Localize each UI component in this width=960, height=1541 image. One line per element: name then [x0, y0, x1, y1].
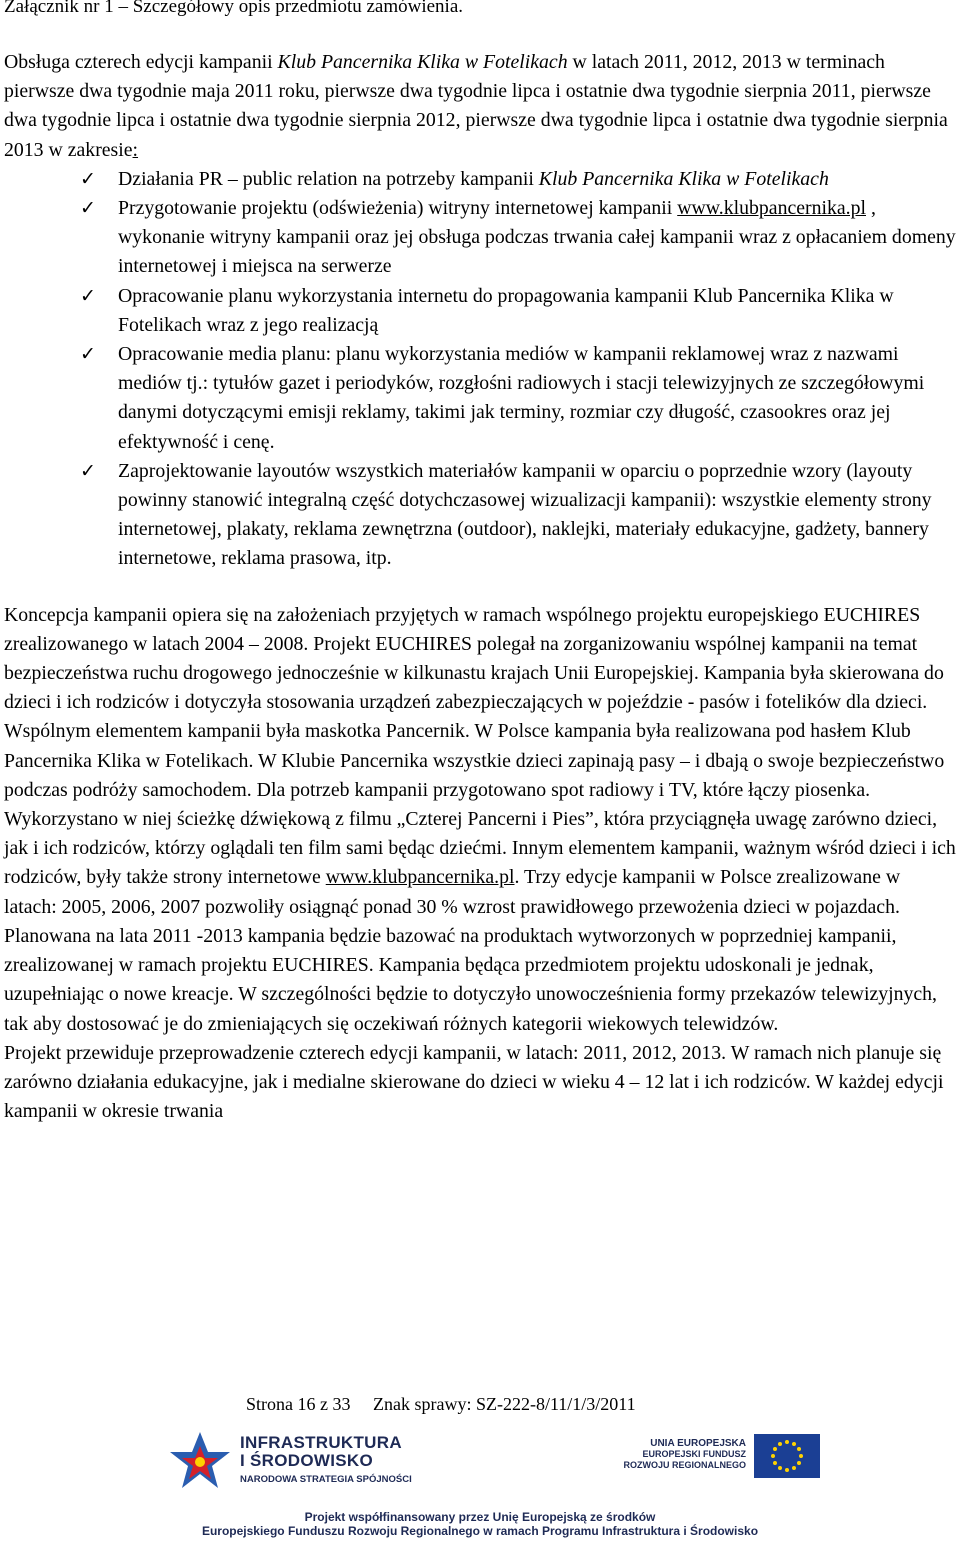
case-number: Znak sprawy: SZ-222-8/11/1/3/2011 — [372, 1394, 636, 1414]
logo-title — [240, 1434, 402, 1470]
page-footer — [246, 1392, 636, 1416]
scope-item-text: Działania PR – public relation na potrzeby kampanii — [118, 167, 539, 190]
document-header: Załącznik nr 1 – Szczegółowy opis przedmiotu zamówienia. — [4, 0, 464, 17]
scope-item-text: Zaprojektowanie layoutów wszystkich materiałów kampanii w oparciu o poprzednie wzory (layouty powinny stanowić integralną część dotychczasowej wizualizacji kampanii): wszystkie elementy strony internetowej, plakaty, reklama zewnętrzna (outdoor), naklejki, materiały edukacyjne, gadżety, bannery internetowe, reklama prasowa, itp. — [118, 459, 932, 570]
eu-line3: ROZWOJU REGIONALNEGO — [623, 1460, 746, 1470]
concept-paragraph — [4, 601, 956, 922]
scope-item-text: Opracowanie media planu: planu wykorzystania mediów w kampanii reklamowej wraz z nazwami mediów tj.: tytułów gazet i periodyków, rozgłośni radiowych i stacji telewizyjnych ze szczegółowymi danymi dotyczącymi emisji reklamy, takimi jak terminy, rozmiar czy długość, czasookres oraz jej efektywność i cenę. — [118, 343, 925, 453]
intro-paragraph — [4, 48, 956, 165]
logo-subtitle: NARODOWA STRATEGIA SPÓJNOŚCI — [240, 1474, 412, 1485]
eu-line1: UNIA EUROPEJSKA — [650, 1438, 746, 1449]
checkmark-icon: ✓ — [80, 344, 96, 366]
checkmark-icon: ✓ — [80, 168, 96, 190]
scope-item — [80, 340, 956, 457]
intro-text-after: w latach 2011, 2012, 2013 w terminach pierwsze dwa tygodnie maja 2011 roku, pierwsze dwa tygodnie lipca i ostatnie dwa tygodnie sierpnia 2011, pierwsze dwa tygodnie lipca i ostatnie dwa tygodnie sierpnia 2012, pierwsze dwa tygodnie lipca i ostatnie dwa tygodnie sierpnia 2013 w zakresie — [4, 51, 948, 161]
logo-band — [150, 1422, 830, 1502]
concept-text-after: . Trzy edycje kampanii w Polsce zrealizowane w latach: 2005, 2006, 2007 pozwoliły osiągnąć ponad 30 % wzrost prawidłowego przewożenia dzieci w pojazdach. — [4, 866, 901, 918]
logo-title-line2: I ŚRODOWISKO — [240, 1451, 373, 1470]
website-link[interactable]: www.klubpancernika.pl — [325, 866, 515, 889]
logo-title-line1: INFRASTRUKTURA — [240, 1433, 402, 1452]
document-body — [4, 48, 956, 1126]
scope-item-italic: Klub Pancernika Klika w Fotelikach — [538, 167, 829, 190]
cofinancing-line1: Projekt współfinansowany przez Unię Europejską ze środków — [304, 1510, 656, 1524]
concept-text: Koncepcja kampanii opiera się na założeniach przyjętych w ramach wspólnego projektu europejskiego EUCHIRES zrealizowanego w latach 2004 – 2008. Projekt EUCHIRES polegał na zorganizowaniu wspólnej kampanii na temat bezpieczeństwa ruchu drogowego jednocześnie w kilkunastu krajach Unii Europejskiej. Kampania była skierowana do dzieci i ich rodziców i dotyczyła stosowania urządzeń zabezpieczających w pojeździe - pasów i fotelików dla dzieci. Wspólnym elementem kampanii była maskotka Pancernik. W Polsce kampania była realizowana pod hasłem Klub Pancernika Klika w Fotelikach. W Klubie Pancernika wszystkie dzieci zapinają pasy – i dbają o swoje bezpieczeństwo podczas podróży samochodem. Dla potrzeb kampanii przygotowano spot radiowy i TV, które łączy piosenka. Wykorzystano w niej ścieżkę dźwiękową z filmu „Czterej Pancerni i Pies”, która przyciągnęła uwagę zarówno dzieci, jak i ich rodziców, którzy oglądali ten film sami będąc dziećmi. Innym elementem kampanii, ważnym wśród dzieci i ich rodziców, były także strony internetowe — [4, 603, 956, 889]
infrastruktura-logo — [168, 1428, 448, 1496]
website-link[interactable]: www.klubpancernika.pl — [677, 197, 866, 220]
scope-item-text: Przygotowanie projektu (odświeżenia) witryny internetowej kampanii — [118, 197, 678, 220]
checkmark-icon: ✓ — [80, 460, 96, 482]
scope-list — [4, 165, 956, 574]
intro-colon: : — [132, 138, 139, 161]
checkmark-icon: ✓ — [80, 198, 96, 220]
project-editions-paragraph: Projekt przewiduje przeprowadzenie czterech edycji kampanii, w latach: 2011, 2012, 2013. W ramach nich planuje się zarówno działania edukacyjne, jak i medialne skierowane do dzieci w wieku 4 – 12 lat i ich rodziców. W każdej edycji kampanii w okresie trwania — [4, 1041, 944, 1123]
eu-logo — [596, 1434, 826, 1490]
eu-flag-icon — [754, 1434, 820, 1478]
cofinancing-note — [150, 1510, 810, 1538]
paragraph-spacer — [4, 574, 956, 601]
scope-item — [80, 165, 956, 194]
page-number: Strona 16 z 33 — [246, 1394, 351, 1414]
intro-text-before: Obsługa czterech edycji kampanii — [4, 51, 278, 73]
scope-item — [80, 457, 956, 574]
scope-item-text-after: , wykonanie witryny kampanii oraz jej obsługa podczas trwania całej kampanii wraz z opłacaniem domeny internetowej i miejsca na serwerze — [118, 197, 956, 278]
cofinancing-line2: Europejskiego Funduszu Rozwoju Regionalnego w ramach Programu Infrastruktura i Środowisko — [201, 1524, 759, 1538]
scope-item — [80, 282, 956, 340]
scope-item-text: Opracowanie planu wykorzystania internetu do propagowania kampanii Klub Pancernika Klika w Fotelikach wraz z jego realizacją — [118, 284, 894, 336]
checkmark-icon: ✓ — [80, 285, 96, 307]
eu-logo-text — [596, 1438, 746, 1471]
star-logo-icon — [168, 1428, 232, 1492]
eu-line2: EUROPEJSKI FUNDUSZ — [642, 1449, 746, 1459]
planned-campaign-paragraph: Planowana na lata 2011 -2013 kampania będzie bazować na produktach wytworzonych w poprzedniej kampanii, zrealizowanej w ramach projektu EUCHIRES. Kampania będąca przedmiotem projektu udoskonali je jednak, uzupełniając o nowe kreacje. W szczególności będzie to dotyczyło unowocześnienia formy przekazów telewizyjnych, tak aby dostosować je do zmieniających się oczekiwań różnych kategorii wiekowych telewidzów. — [4, 924, 938, 1035]
scope-item — [80, 194, 956, 282]
campaign-name-italic: Klub Pancernika Klika w Fotelikach — [277, 51, 568, 73]
